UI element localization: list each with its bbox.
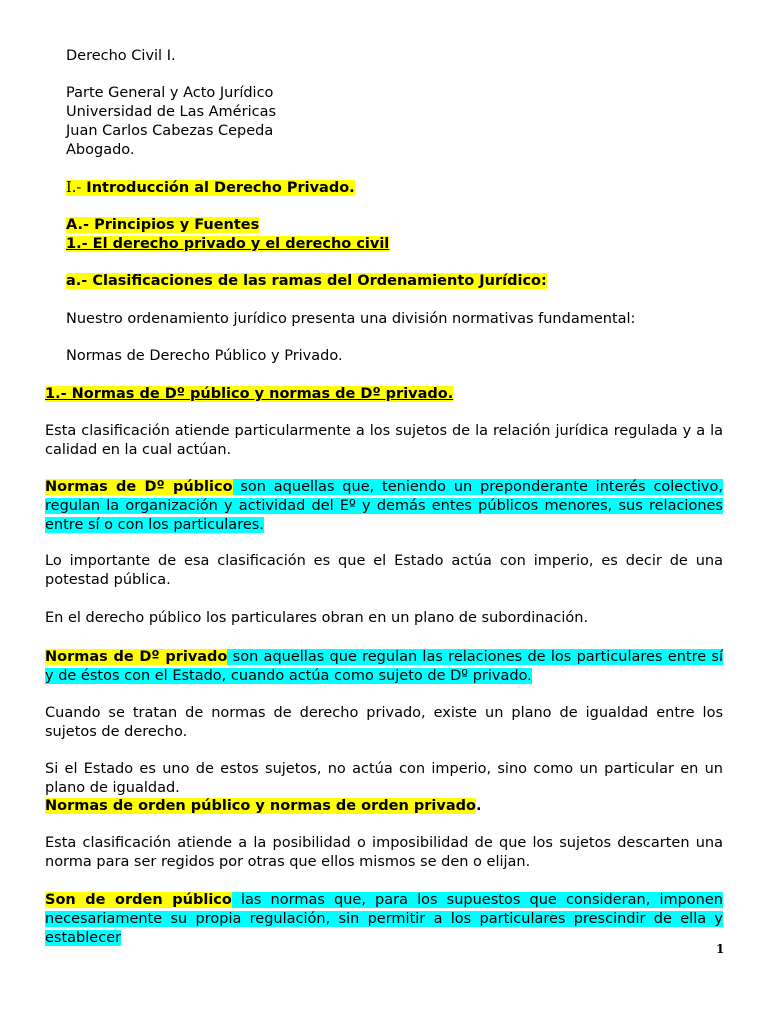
heading-introduccion-text: Introducción al Derecho Privado.: [81, 180, 355, 196]
heading-roman-numeral: I.-: [66, 180, 82, 196]
heading-orden-publico-privado: Normas de orden público y normas de orden privado.: [45, 798, 482, 814]
doc-title: Derecho Civil I.: [66, 48, 176, 64]
definition-normas-publico: son aquellas que, teniendo un preponderante interés colectivo, regulan la organización y actividad del Eº y demás entes públicos menores, sus relaciones entre sí o con los particulares.: [45, 479, 723, 533]
term-normas-publico: Normas de Dº público: [45, 479, 233, 495]
heading-derecho-privado-civil: 1.- El derecho privado y el derecho civil: [66, 236, 390, 252]
heading-clasificaciones: a.- Clasificaciones de las ramas del Ordenamiento Jurídico:: [66, 273, 547, 289]
doc-subtitle: Parte General y Acto Jurídico: [66, 85, 274, 101]
heading-introduccion: [66, 179, 355, 198]
term-normas-privado: Normas de Dº privado: [45, 649, 228, 665]
intro-normas: Normas de Derecho Público y Privado.: [66, 348, 343, 364]
page-number: 1: [716, 942, 725, 956]
paragraph-posibilidad: Esta clasificación atiende a la posibilidad o imposibilidad de que los sujetos descarten una norma para ser regidos por otras que ellos mismos se den o elijan.: [45, 835, 723, 870]
heading-principios: A.- Principios y Fuentes: [66, 217, 260, 233]
paragraph-subordinacion: En el derecho público los particulares obran en un plano de subordinación.: [45, 610, 589, 626]
paragraph-estado-sujeto: Si el Estado es uno de estos sujetos, no actúa con imperio, sino como un particular en un plano de igualdad.: [45, 761, 723, 796]
paragraph-imperio: Lo importante de esa clasificación es que el Estado actúa con imperio, es decir de una potestad pública.: [45, 553, 723, 588]
paragraph-igualdad: Cuando se tratan de normas de derecho privado, existe un plano de igualdad entre los sujetos de derecho.: [45, 705, 723, 740]
definition-orden-publico: las normas que, para los supuestos que consideran, imponen necesariamente su propia regulación, sin permitir a los particulares prescindir de ella y establecer: [45, 892, 723, 946]
university-name: Universidad de Las Américas: [66, 104, 277, 120]
paragraph-clasificacion-sujetos: Esta clasificación atiende particularmente a los sujetos de la relación jurídica regulada y a la calidad en la cual actúan.: [45, 423, 723, 458]
author-name: Juan Carlos Cabezas Cepeda: [66, 123, 274, 139]
definition-normas-privado: son aquellas que regulan las relaciones de los particulares entre sí y de éstos con el Estado, cuando actúa como sujeto de Dº privado.: [45, 649, 724, 684]
author-profession: Abogado.: [66, 142, 135, 158]
heading-publico-privado: 1.- Normas de Dº público y normas de Dº privado.: [45, 386, 454, 402]
paragraph-orden-publico: [45, 891, 723, 948]
paragraph-normas-privado: [45, 648, 723, 686]
term-orden-publico: Son de orden público: [45, 892, 232, 908]
intro-paragraph: Nuestro ordenamiento jurídico presenta una división normativas fundamental:: [66, 311, 636, 327]
paragraph-normas-publico: [45, 478, 723, 535]
